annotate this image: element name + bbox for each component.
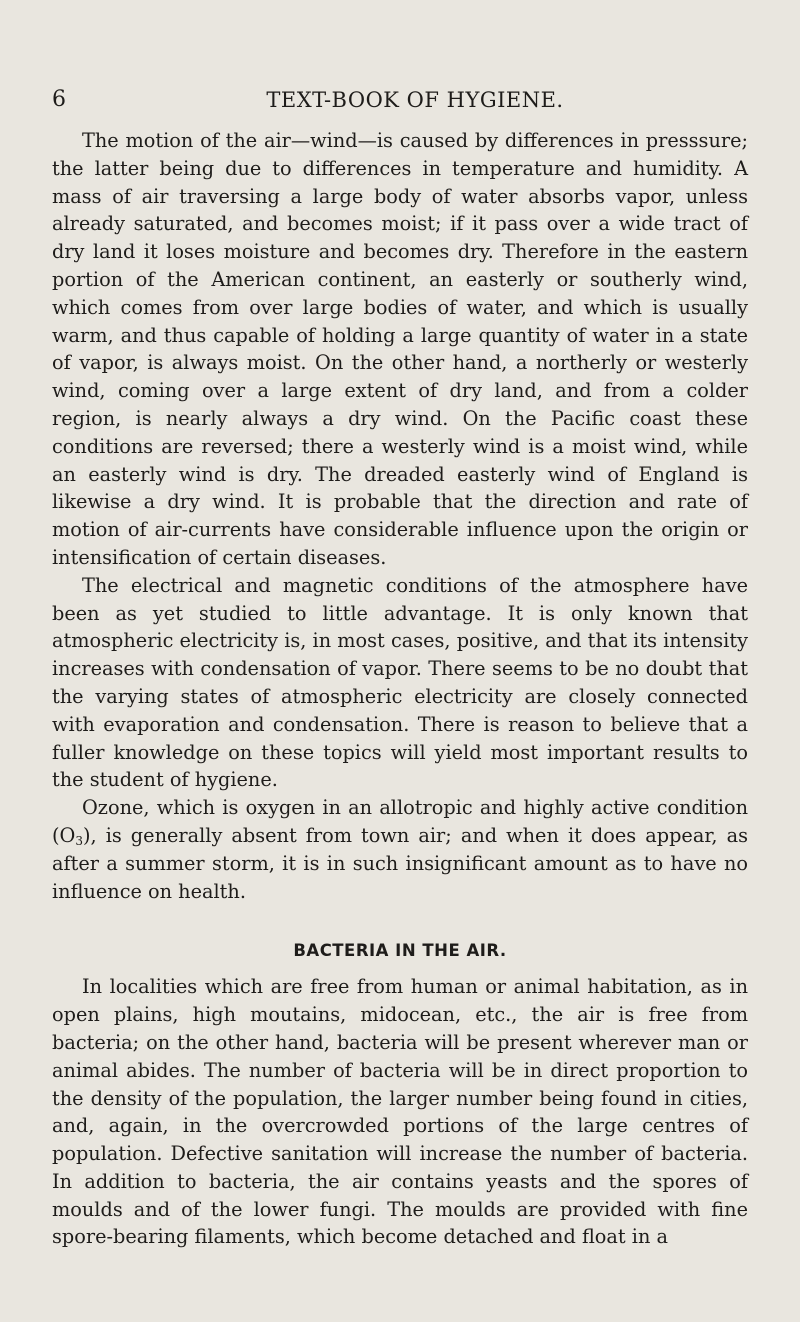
paragraph-bacteria: In localities which are free from human or animal habitation, as in open plains, high moutains, midocean, etc., the air is free from bacteria; on the other hand, bacteria will be present wherever man or animal abides. The number of bacteria will be in direct proportion to the density of the population, the larger number being found in cities, and, again, in the overcrowded portions of the large centres of population. Defective sanitation will increase the number of bacteria. In addition to bacteria, the air contains yeasts and the spores of moulds and of the lower fungi. The moulds are provided with fine spore-bearing filaments, which become detached and float in a [52,975,748,1249]
page-number: 6 [52,87,67,112]
paragraph-wind: The motion of the air—wind—is caused by differences in presssure; the latter being due to differences in temperature and humidity. A mass of air traversing a large body of water absorbs vapor, unless already saturated, and becomes moist; if it pass over a wide tract of dry land it loses moisture and becomes dry. Therefore in the eastern portion of the American continent, an easterly or southerly wind, which comes from over large bodies of water, and which is usually warm, and thus capable of holding a large quantity of water in a state of vapor, is always moist. On the other hand, a northerly or westerly wind, coming over a large extent of dry land, and from a colder region, is nearly always a dry wind. On the Pacific coast these conditions are reversed; there a westerly wind is a moist wind, while an easterly wind is dry. The dreaded easterly wind of England is likewise a dry wind. It is probable that the direction and rate of motion of air-currents have considerable influence upon the origin or intensification of certain diseases. [52,129,748,569]
paragraph-ozone [52,794,748,905]
ozone-subscript: 3 [75,833,83,848]
running-head [52,86,748,114]
paragraph-electrical: The electrical and magnetic conditions of the atmosphere have been as yet studied to little advantage. It is only known that atmospheric electricity is, in most cases, positive, and that its intensity increases with condensation of vapor. There seems to be no doubt that the varying states of atmospheric electricity are closely connected with evaporation and condensation. There is reason to believe that a fuller knowledge on these topics will yield most important results to the student of hygiene. [52,573,748,792]
body-text [52,127,748,1251]
section-heading: BACTERIA IN THE AIR. [293,941,507,961]
ozone-text-before: Ozone, which is oxygen in an allotropic and highly active condition (O [52,796,748,847]
running-title: TEXT-BOOK OF HYGIENE. [266,88,564,112]
ozone-text-after: ), is generally absent from town air; and when it does appear, as after a summer storm, it is in such insignificant amount as to have no influence on health. [52,823,748,903]
